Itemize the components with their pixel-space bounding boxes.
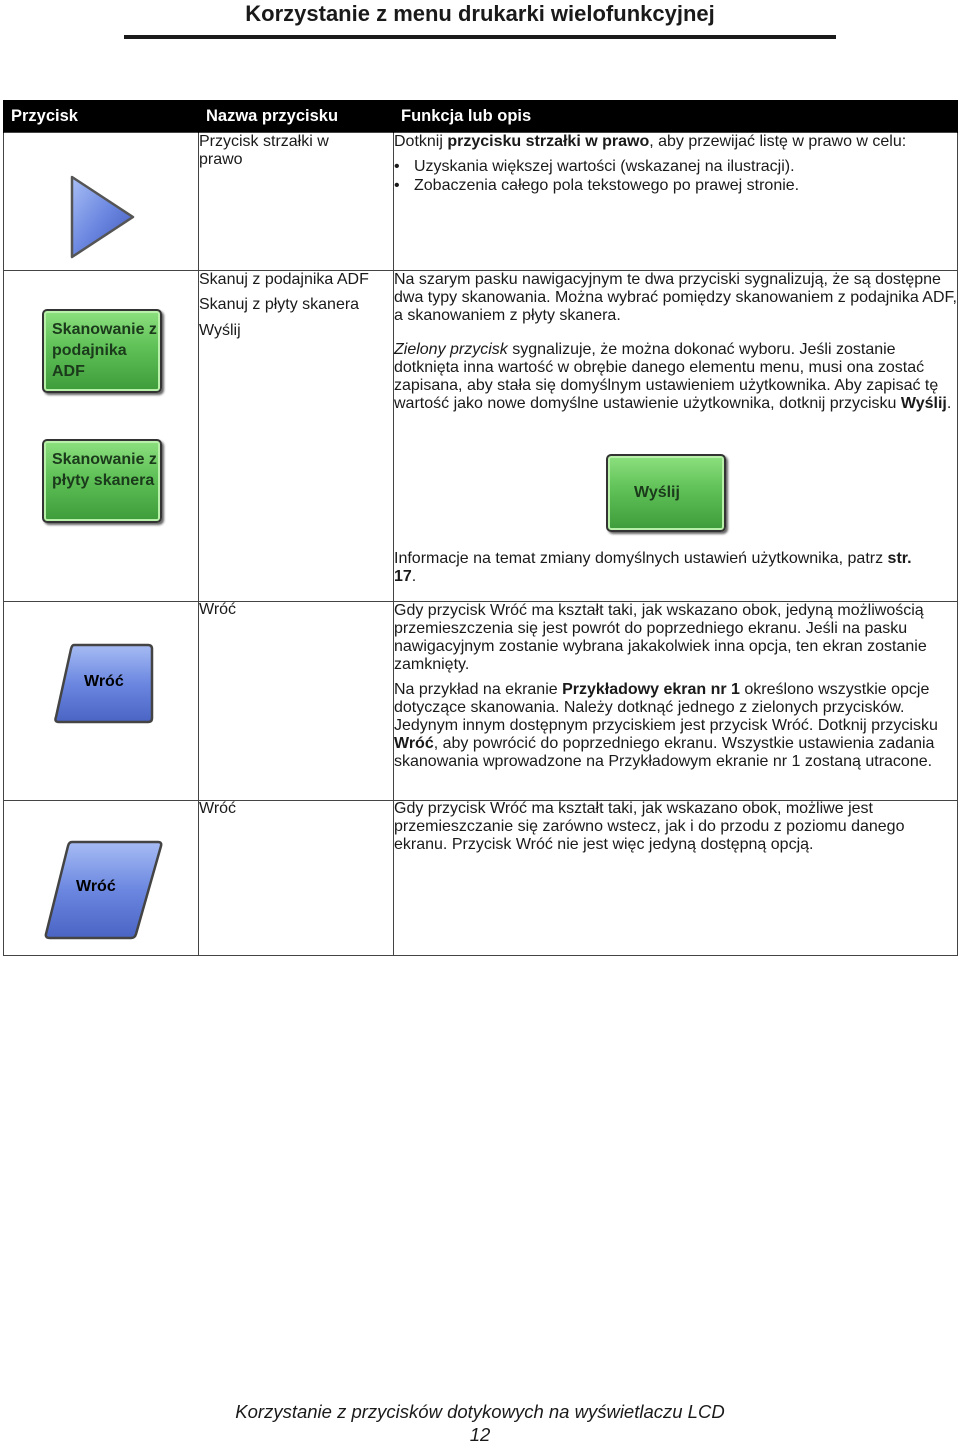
- desc-text: , aby powrócić do poprzedniego ekranu. Wszystkie ustawienia zadania skanowania wprowadzone na Przykładowym ekranie nr 1 zostaną utracone.: [394, 735, 935, 770]
- scan-flatbed-label: Skanowanie z płyty skanera: [52, 451, 157, 489]
- page-number: 12: [469, 1424, 491, 1445]
- header-function: Funkcja lub opis: [394, 100, 958, 133]
- desc-text: Informacje na temat zmiany domyślnych ustawień użytkownika, patrz: [394, 550, 888, 567]
- desc-text: Na przykład na ekranie: [394, 681, 563, 698]
- list-item: • Uzyskania większej wartości (wskazanej na ilustracji).: [414, 158, 957, 176]
- description: Na szarym pasku nawigacyjnym te dwa przyciski sygnalizują, że są dostępne dwa typy skanowania. Można wybrać pomiędzy skanowaniem z podajnika ADF, a skanowaniem z płyty skanera.: [394, 271, 957, 324]
- button-name: Wróć: [199, 601, 237, 618]
- desc-bold: Przykładowy ekran nr 1: [562, 681, 740, 698]
- name-cell: [199, 133, 394, 271]
- send-button[interactable]: [606, 454, 726, 532]
- button-cell: [4, 801, 199, 956]
- description: [394, 550, 914, 586]
- description: [394, 133, 957, 151]
- table-row: [4, 602, 958, 801]
- table-row: [4, 801, 958, 956]
- description: Gdy przycisk Wróć ma kształt taki, jak wskazano obok, jedyną możliwością przemieszczenia się jest powrót do poprzedniego ekranu. Jeśli na pasku nawigacyjnym zostanie wybrana jakakolwiek inna opcja, ten ekran zostanie zamknięty.: [394, 602, 927, 673]
- desc-bold: Wróć: [394, 735, 434, 752]
- desc-italic: Zielony przycisk: [394, 341, 508, 358]
- table-header-row: [4, 100, 958, 133]
- scan-flatbed-button[interactable]: [42, 439, 162, 523]
- desc-cell: [394, 801, 958, 956]
- description: [394, 681, 957, 771]
- bullet-list: [394, 158, 957, 195]
- desc-text: określono wszystkie opcje dotyczące skanowania. Należy dotknąć jednego z zielonych przycisków. Jedynym innym dostępnym przyciskiem jest przycisk Wróć. Dotknij przycisku: [394, 681, 938, 734]
- button-name: Wyślij: [199, 322, 241, 339]
- button-cell: [4, 602, 199, 801]
- desc-text: Dotknij: [394, 133, 448, 150]
- table-row: [4, 271, 958, 602]
- desc-cell: [394, 271, 958, 602]
- footer-section-title: Korzystanie z przycisków dotykowych na wyświetlaczu LCD: [235, 1401, 725, 1422]
- button-name: Skanuj z podajnika ADF: [199, 271, 369, 288]
- button-name: Wróć: [199, 800, 237, 817]
- name-cell: [199, 602, 394, 801]
- desc-text: sygnalizuje, że można dokonać wyboru. Jeśli zostanie dotknięta inna wartość w obrębie danego elementu menu, musi ona zostać zapisana, aby stała się domyślnym ustawieniem użytkownika. Aby zapisać tę wartość jako nowe domyślne ustawienie użytkownika, dotknij przycisku: [394, 341, 939, 412]
- desc-bold: przycisku strzałki w prawo: [447, 133, 650, 150]
- back-label: Wróć: [76, 878, 116, 895]
- page-title: Korzystanie z menu drukarki wielofunkcyjnej: [245, 1, 715, 26]
- back-label: Wróć: [84, 673, 124, 690]
- desc-cell: [394, 133, 958, 271]
- desc-text: .: [946, 395, 952, 412]
- button-name: Skanuj z płyty skanera: [199, 296, 360, 313]
- scan-adf-label: Skanowanie z podajnika ADF: [52, 321, 157, 380]
- table-row: [4, 133, 958, 271]
- description: [394, 341, 957, 413]
- list-item: • Zobaczenia całego pola tekstowego po prawej stronie.: [414, 177, 957, 195]
- send-label: Wyślij: [634, 484, 680, 501]
- desc-cell: [394, 602, 958, 801]
- desc-text: , aby przewijać listę w prawo w celu:: [649, 133, 907, 150]
- header-button-name: Nazwa przycisku: [199, 100, 394, 133]
- buttons-table: [3, 100, 958, 956]
- right-arrow-icon[interactable]: [67, 174, 137, 260]
- desc-link[interactable]: str. 17: [394, 550, 912, 585]
- button-name: Przycisk strzałki w prawo: [199, 133, 329, 168]
- desc-bold: Wyślij: [900, 395, 947, 412]
- name-cell: [199, 271, 394, 602]
- button-cell: [4, 271, 199, 602]
- description: Gdy przycisk Wróć ma kształt taki, jak wskazano obok, możliwe jest przemieszczanie się zarówno wstecz, jak i do przodu z poziomu danego ekranu. Przycisk Wróć nie jest więc jedyną dostępną opcją.: [394, 800, 905, 853]
- desc-text: .: [411, 568, 417, 585]
- header-button: Przycisk: [4, 100, 199, 133]
- button-cell: [4, 133, 199, 271]
- scan-adf-button[interactable]: [42, 309, 162, 393]
- name-cell: [199, 801, 394, 956]
- title-rule: [124, 35, 836, 39]
